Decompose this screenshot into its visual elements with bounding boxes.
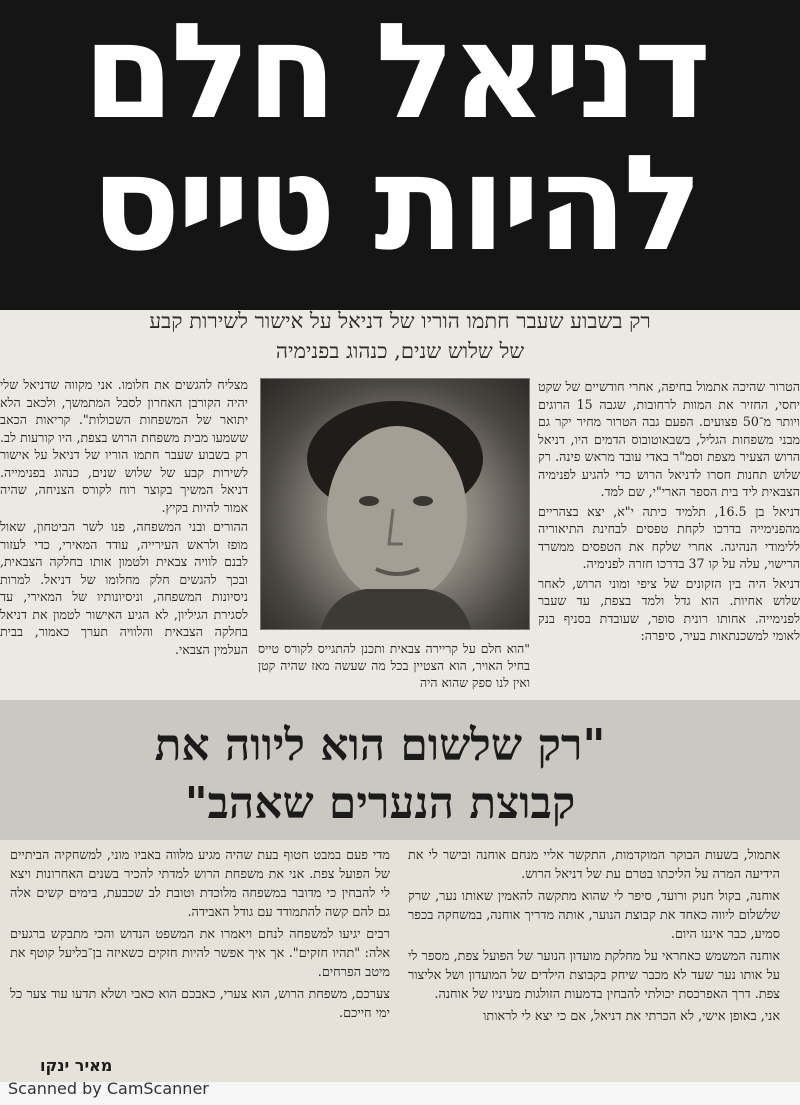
- headline-line-2: להיות טייס: [91, 127, 699, 281]
- article-column-right: [538, 378, 800, 688]
- bottom-paragraph: רבים יגיעו למשפחה לנחם ויאמרו את המשפט הנדוש והכי מתבקש ברגעים אלה: "תהיו חזקים". אך איך אפשר להיות חזקים כשאיזה בן־בליעל קוטף את מיטב הפרחים.: [10, 927, 390, 980]
- article-paragraph: הטרור שהיכה אתמול בחיפה, אחרי חודשיים של שקט יחסי, החזיר את המוות לרחובות, שגבה 15 הרוגים ויותר מ־50 פצועים. הפעם גבה הטרור מחיר יקר גם מבני משפחות הגליל, בשבאוטובוס הדמים היו, דניאל הרוש הצעיר מצפת וסמ"ר באדי עובד מראש פינה. רק שלוש תחנות חסרו לדניאל הרוש כדי להגיע לפנימיה הצבאית ליד בית הספר הארי"י, שם למד.: [538, 379, 800, 499]
- bottom-paragraph: אני, באופן אישי, לא הכרתי את דניאל, אם כי יצא לי לראותו: [483, 1009, 780, 1024]
- portrait-illustration: [261, 379, 529, 629]
- bottom-paragraph: אוחנה, בקול חנוק ורועד, סיפר לי שהוא מתקשה להאמין שאותו נער, שרק שלשלום ליווה כאחד את קבוצת הנוער, אותה מדריך אוחנה, במשחקה בכפר סמיע, כבר איננו היום.: [408, 889, 780, 942]
- bottom-paragraph: אוחנה המשמש כאחראי על מחלקת מועדון הנוער של הפועל צפת, מספר לי על אותו נער שעד לא מכבר שיחק בקבוצת הילדים של המועדון ושל אליצור צפת. דרך האפרכסת יכולתי להבחין בדמעות הזולגות מעיניו של אוחנה.: [408, 949, 780, 1002]
- bottom-paragraph: צערכם, משפחת הרוש, הוא צערי, כאבכם הוא כאבי ושלא תדעו עוד צער כל ימי חייכם.: [10, 987, 390, 1021]
- subheadline-line-2: של שלוש שנים, כנהוג בפנימיה: [275, 339, 525, 363]
- article-paragraph: דניאל בן 16.5, תלמיד כיתה י"א, יצא בצהריים מהפנימייה בדרכו לקחת טפסים לבחינת התיאוריה ללימודי הנהיגה. אחרי שלקח את הטפסים ממשרד הרישוי, עלה על קו 37 בדרכו חזרה לפנימיה.: [538, 503, 800, 571]
- bottom-column-right: [408, 846, 780, 1081]
- portrait-photo: [260, 378, 530, 630]
- pull-quote-line-2: קבוצת הנערים שאהב": [184, 778, 576, 829]
- pull-quote-line-1: "רק שלשום הוא ליווה את: [154, 720, 606, 771]
- article-column-left: [0, 376, 248, 698]
- scanner-watermark: Scanned by CamScanner: [8, 1079, 209, 1098]
- bottom-paragraph: מדי פעם במבט חטוף בעת שהיה מגיע מלווה באביו מוני, למשחקיה הביתיים של הפועל צפת. אני את משפחת הרוש למדתי להכיר בשנים האחרונות ויצא לי להבחין כי מדובר במשפחה מלוכדת וטובת לב שכבעת, בימים קשים אלה גם להם קשה להתמודד עם גודל האבידה.: [10, 848, 390, 920]
- article-paragraph: מצליח להגשים את חלומו. אני מקווה שדניאל שלי יהיה הקורבן האחרון לסבל המתמשך, ולכאב הלא יתואר של המשפחות השכולות". קריאות הכאב ששמעו מבית משפחת הרוש בצפת, היו קורעות לב. רק בשבוע שעבר חתמו הוריו של דניאל על אישור לשירות קבע של שלוש שנים, כנהוג בפנימייה. דניאל המשיך בקוצר רוח לקורס הצניחה, שהיה אמור להיות בקיץ.: [0, 377, 248, 515]
- bottom-paragraph: אתמול, בשעות הבוקר המוקדמות, התקשר אליי מנחם אוחנה ובישר לי את הידיעה המרה על הליכתו בטרם עת של דניאל הרוש.: [408, 848, 780, 882]
- article-paragraph: דניאל היה בין הזקונים של ציפי ומוני הרוש, לאחר שלוש אחיות. הוא גדל ולמד בצפת, עד שעבר לפנימייה. אחותו רונית סופר, שעובדת בסניף בנק לאומי למשכנתאות בעיר, סיפרה:: [538, 575, 800, 643]
- subheadline-line-1: רק בשבוע שעבר חתמו הוריו של דניאל על אישור לשירות קבע: [149, 309, 651, 333]
- author-byline: מאיר ינקו: [40, 1056, 113, 1075]
- subheadline: [120, 306, 680, 366]
- headline-line-1: דניאל חלם: [82, 0, 708, 149]
- photo-caption: "הוא חלם על קריירה צבאית ותכנן להתגייס לקורס טייס בחיל האויר, הוא הצטיין בכל מה שעשה מאז שהיה קטן ואין לנו ספק שהוא היה: [258, 641, 530, 690]
- article-paragraph: ההורים ובני המשפחה, פנו לשר הביטחון, שאול מופז ולראש העירייה, עודד המאירי, כדי לעזור לבנם לוויה צבאית ולטמון אותו בחלקה הצבאית, ובכך להגשים חלק מחלומו של דניאל. למרות ניסיונות המשפחה, וניסיונותיו של המאירי, עד לסגירת הגיליון, לא הגיע האישור לטמון את דניאל בחלקה הצבאית והלוויה תערך כאמור, בבית העלמין הצבאי.: [0, 519, 248, 657]
- bottom-column-left: [10, 846, 390, 1056]
